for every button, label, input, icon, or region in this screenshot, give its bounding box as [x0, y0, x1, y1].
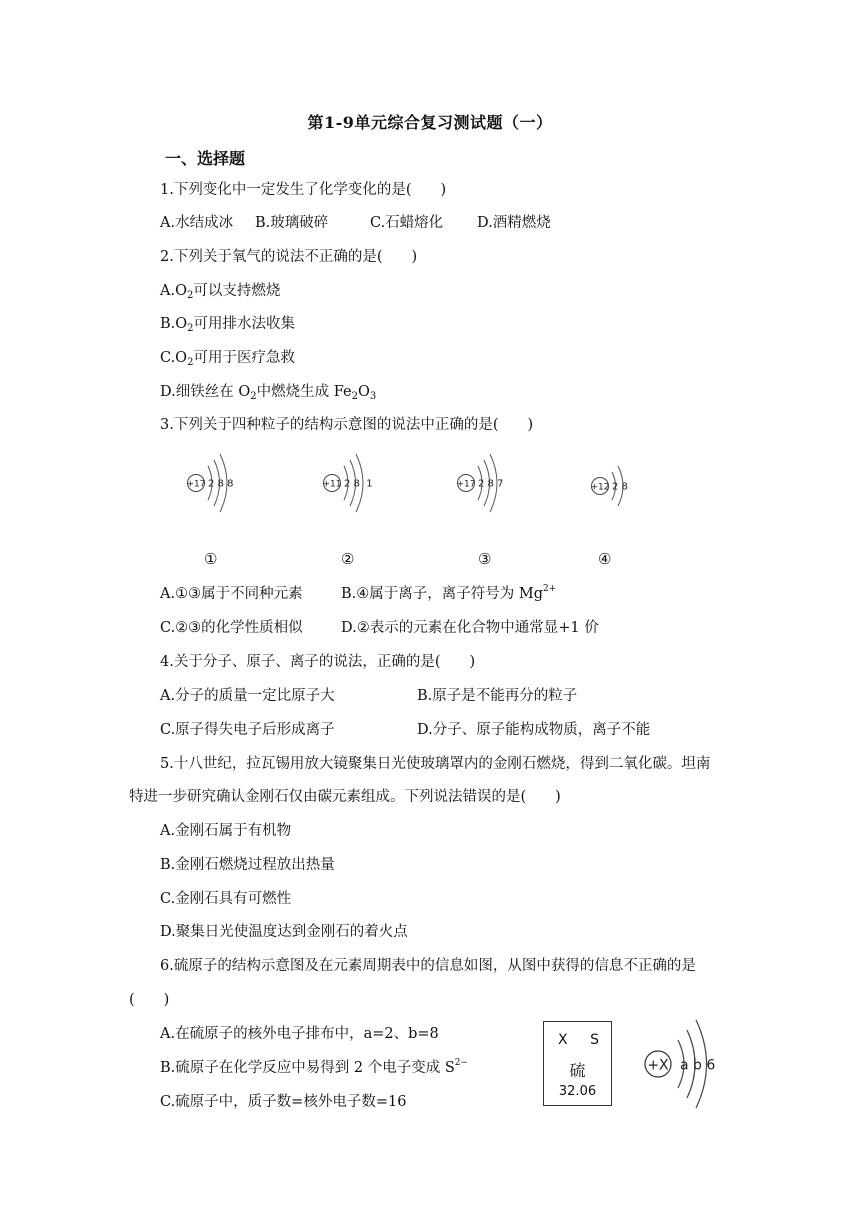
question-2-stem: 2.下列关于氧气的说法不正确的是( ) [160, 249, 418, 265]
svg-text:2 8 1: 2 8 1 [344, 478, 373, 490]
question-3-options-row-2 [160, 618, 599, 638]
question-5-option-a: A.金刚石属于有机物 [160, 823, 292, 839]
option-c: C.石蜡熔化 [370, 215, 444, 231]
question-2-option-b: $B.O_2$可用排水法收集 [160, 316, 296, 334]
atom-diagram-3 [456, 448, 516, 522]
option-b: B.原子是不能再分的粒子 [417, 688, 578, 704]
question-1-options [160, 213, 551, 233]
option-b: B.玻璃破碎 [255, 215, 329, 231]
sulfur-atom-diagram [640, 1010, 724, 1120]
question-5-option-d: D.聚集日光使温度达到金刚石的着火点 [160, 924, 408, 940]
svg-text:2 8 8: 2 8 8 [208, 478, 234, 490]
atom-diagram-4 [590, 454, 640, 522]
svg-text:+11: +11 [322, 479, 342, 490]
atom-label-1: ① [204, 550, 218, 568]
periodic-table-cell [543, 1021, 612, 1106]
question-5-option-c: C.金刚石具有可燃性 [160, 891, 292, 907]
question-3-stem: 3.下列关于四种粒子的结构示意图的说法中正确的是( ) [160, 417, 534, 433]
svg-text:+17: +17 [186, 479, 206, 490]
option-a: A.①③属于不同种元素 [160, 586, 303, 602]
svg-text:2 8 7: 2 8 7 [478, 478, 504, 490]
question-3-options-row-1 [160, 584, 556, 604]
atom-label-4: ④ [598, 550, 612, 568]
question-2-option-d: D.细铁丝在 $O_2$中燃烧生成 $Fe_2O_3$ [160, 384, 377, 402]
question-6-option-a: A.在硫原子的核外电子排布中，a=2、b=8 [160, 1026, 439, 1042]
svg-text:+17: +17 [456, 479, 476, 490]
atom-label-3: ③ [478, 550, 492, 568]
option-d: D.酒精燃烧 [477, 215, 551, 231]
question-6-stem-line-2: ( ) [129, 992, 170, 1008]
svg-text:+X: +X [647, 1057, 669, 1074]
question-4-options-row-1 [160, 686, 577, 706]
section-heading: 一、选择题 [165, 149, 246, 168]
atomic-mass: 32.06 [558, 1084, 597, 1099]
option-c: C.②③的化学性质相似 [160, 620, 303, 636]
option-a: A.分子的质量一定比原子大 [160, 688, 335, 704]
question-5-option-b: B.金刚石燃烧过程放出热量 [160, 857, 335, 873]
question-6-option-c: C.硫原子中，质子数=核外电子数=16 [160, 1094, 407, 1110]
question-4-options-row-2 [160, 720, 650, 740]
option-d: D.②表示的元素在化合物中通常显+1 价 [341, 620, 599, 636]
element-name: 硫 [569, 1061, 586, 1080]
svg-text:+12: +12 [590, 482, 610, 493]
question-5-stem-line-2: 特进一步研究确认金刚石仅由碳元素组成。下列说法错误的是( ) [129, 789, 561, 805]
option-b: B.④属于离子，离子符号为 $Mg^{2+}$ [341, 584, 557, 602]
question-2-option-a: $A.O_2$可以支持燃烧 [160, 283, 281, 301]
atom-diagram-2 [322, 448, 382, 522]
atomic-number: X [558, 1032, 568, 1048]
question-2-option-c: $C.O_2$可用于医疗急救 [160, 350, 295, 368]
option-d: D.分子、原子能构成物质，离子不能 [417, 722, 651, 738]
page-title: 第1-9单元综合复习测试题（一） [307, 113, 553, 132]
option-c: C.原子得失电子后形成离子 [160, 722, 335, 738]
element-symbol: S [590, 1032, 599, 1048]
option-a: A.水结成冰 [160, 215, 234, 231]
svg-text:2 8: 2 8 [612, 481, 628, 493]
svg-text:a b 6: a b 6 [680, 1057, 716, 1074]
atom-diagram-1 [186, 448, 246, 522]
question-6-option-b: B.硫原子在化学反应中易得到 2 个电子变成 $S^{2-}$ [160, 1058, 469, 1076]
atom-label-2: ② [341, 550, 355, 568]
question-1-stem: 1.下列变化中一定发生了化学变化的是( ) [160, 182, 447, 198]
question-5-stem-line-1: 5.十八世纪，拉瓦锡用放大镜聚集日光使玻璃罩内的金刚石燃烧，得到二氧化碳。坦南 [160, 756, 711, 772]
question-4-stem: 4.关于分子、原子、离子的说法，正确的是( ) [160, 654, 476, 670]
question-6-stem-line-1: 6.硫原子的结构示意图及在元素周期表中的信息如图，从图中获得的信息不正确的是 [160, 958, 696, 974]
